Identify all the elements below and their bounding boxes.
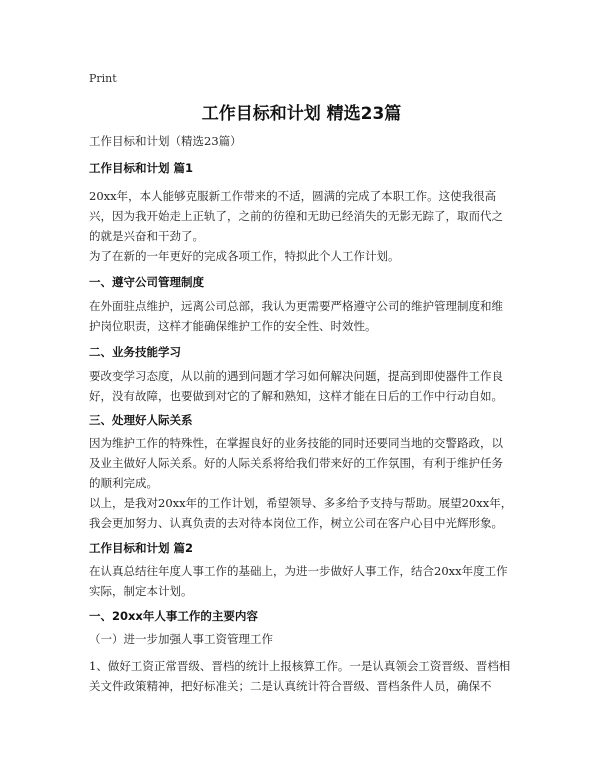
section-2-paragraph-1: 在认真总结往年度人事工作的基础上，为进一步做好人事工作，结合20xx年度工作实际，制定本计划。 bbox=[89, 564, 508, 598]
print-link[interactable]: Print bbox=[89, 72, 117, 85]
section-1-subheading-1: 一、遵守公司管理制度 bbox=[89, 275, 204, 289]
section-1-heading: 工作目标和计划 篇1 bbox=[89, 161, 194, 175]
section-1-paragraph-6: 以上，是我对20xx年的工作计划，希望领导、多多给予支持与帮助。展望20xx年，我会更加努力、认真负责的去对待本岗位工作，树立公司在客户心目中光辉形象。 bbox=[89, 496, 513, 530]
section-1-subheading-3: 三、处理好人际关系 bbox=[89, 413, 193, 427]
section-2-paragraph-2: 1、做好工资正常晋级、晋档的统计上报核算工作。一是认真领会工资晋级、晋档相关文件政策精神，把好标准关；二是认真统计符合晋级、晋档条件人员，确保不 bbox=[89, 659, 511, 693]
section-1-paragraph-1: 20xx年，本人能够克服新工作带来的不适，圆满的完成了本职工作。这使我很高兴，因为我开始走上正轨了，之前的彷徨和无助已经消失的无影无踪了，取而代之的就是兴奋和干劲了。 bbox=[89, 189, 503, 243]
section-2-subheading-1: 一、20xx年人事工作的主要内容 bbox=[89, 609, 258, 623]
document-subtitle: 工作目标和计划（精选23篇） bbox=[89, 134, 242, 148]
section-2-heading: 工作目标和计划 篇2 bbox=[89, 541, 194, 555]
section-1-paragraph-2: 为了在新的一年更好的完成各项工作，特拟此个人工作计划。 bbox=[89, 249, 400, 263]
section-1-paragraph-3: 在外面驻点维护，远离公司总部，我认为更需要严格遵守公司的维护管理制度和维护岗位职责，这样才能确保维护工作的安全性、时效性。 bbox=[89, 299, 503, 333]
section-1-paragraph-4: 要改变学习态度，从以前的遇到问题才学习如何解决问题，提高到即使器件工作良好，没有故障，也要做到对它的了解和熟知，这样才能在日后的工作中行动自如。 bbox=[89, 369, 503, 403]
section-1-paragraph-5: 因为维护工作的特殊性，在掌握良好的业务技能的同时还要同当地的交警路政，以及业主做好人际关系。好的人际关系将给我们带来好的工作氛围，有利于维护任务的顺利完成。 bbox=[89, 436, 503, 490]
section-2-subsection-1: （一）进一步加强人事工资管理工作 bbox=[89, 632, 273, 646]
document-title: 工作目标和计划 精选23篇 bbox=[201, 104, 402, 124]
section-1-subheading-2: 二、业务技能学习 bbox=[89, 345, 181, 359]
